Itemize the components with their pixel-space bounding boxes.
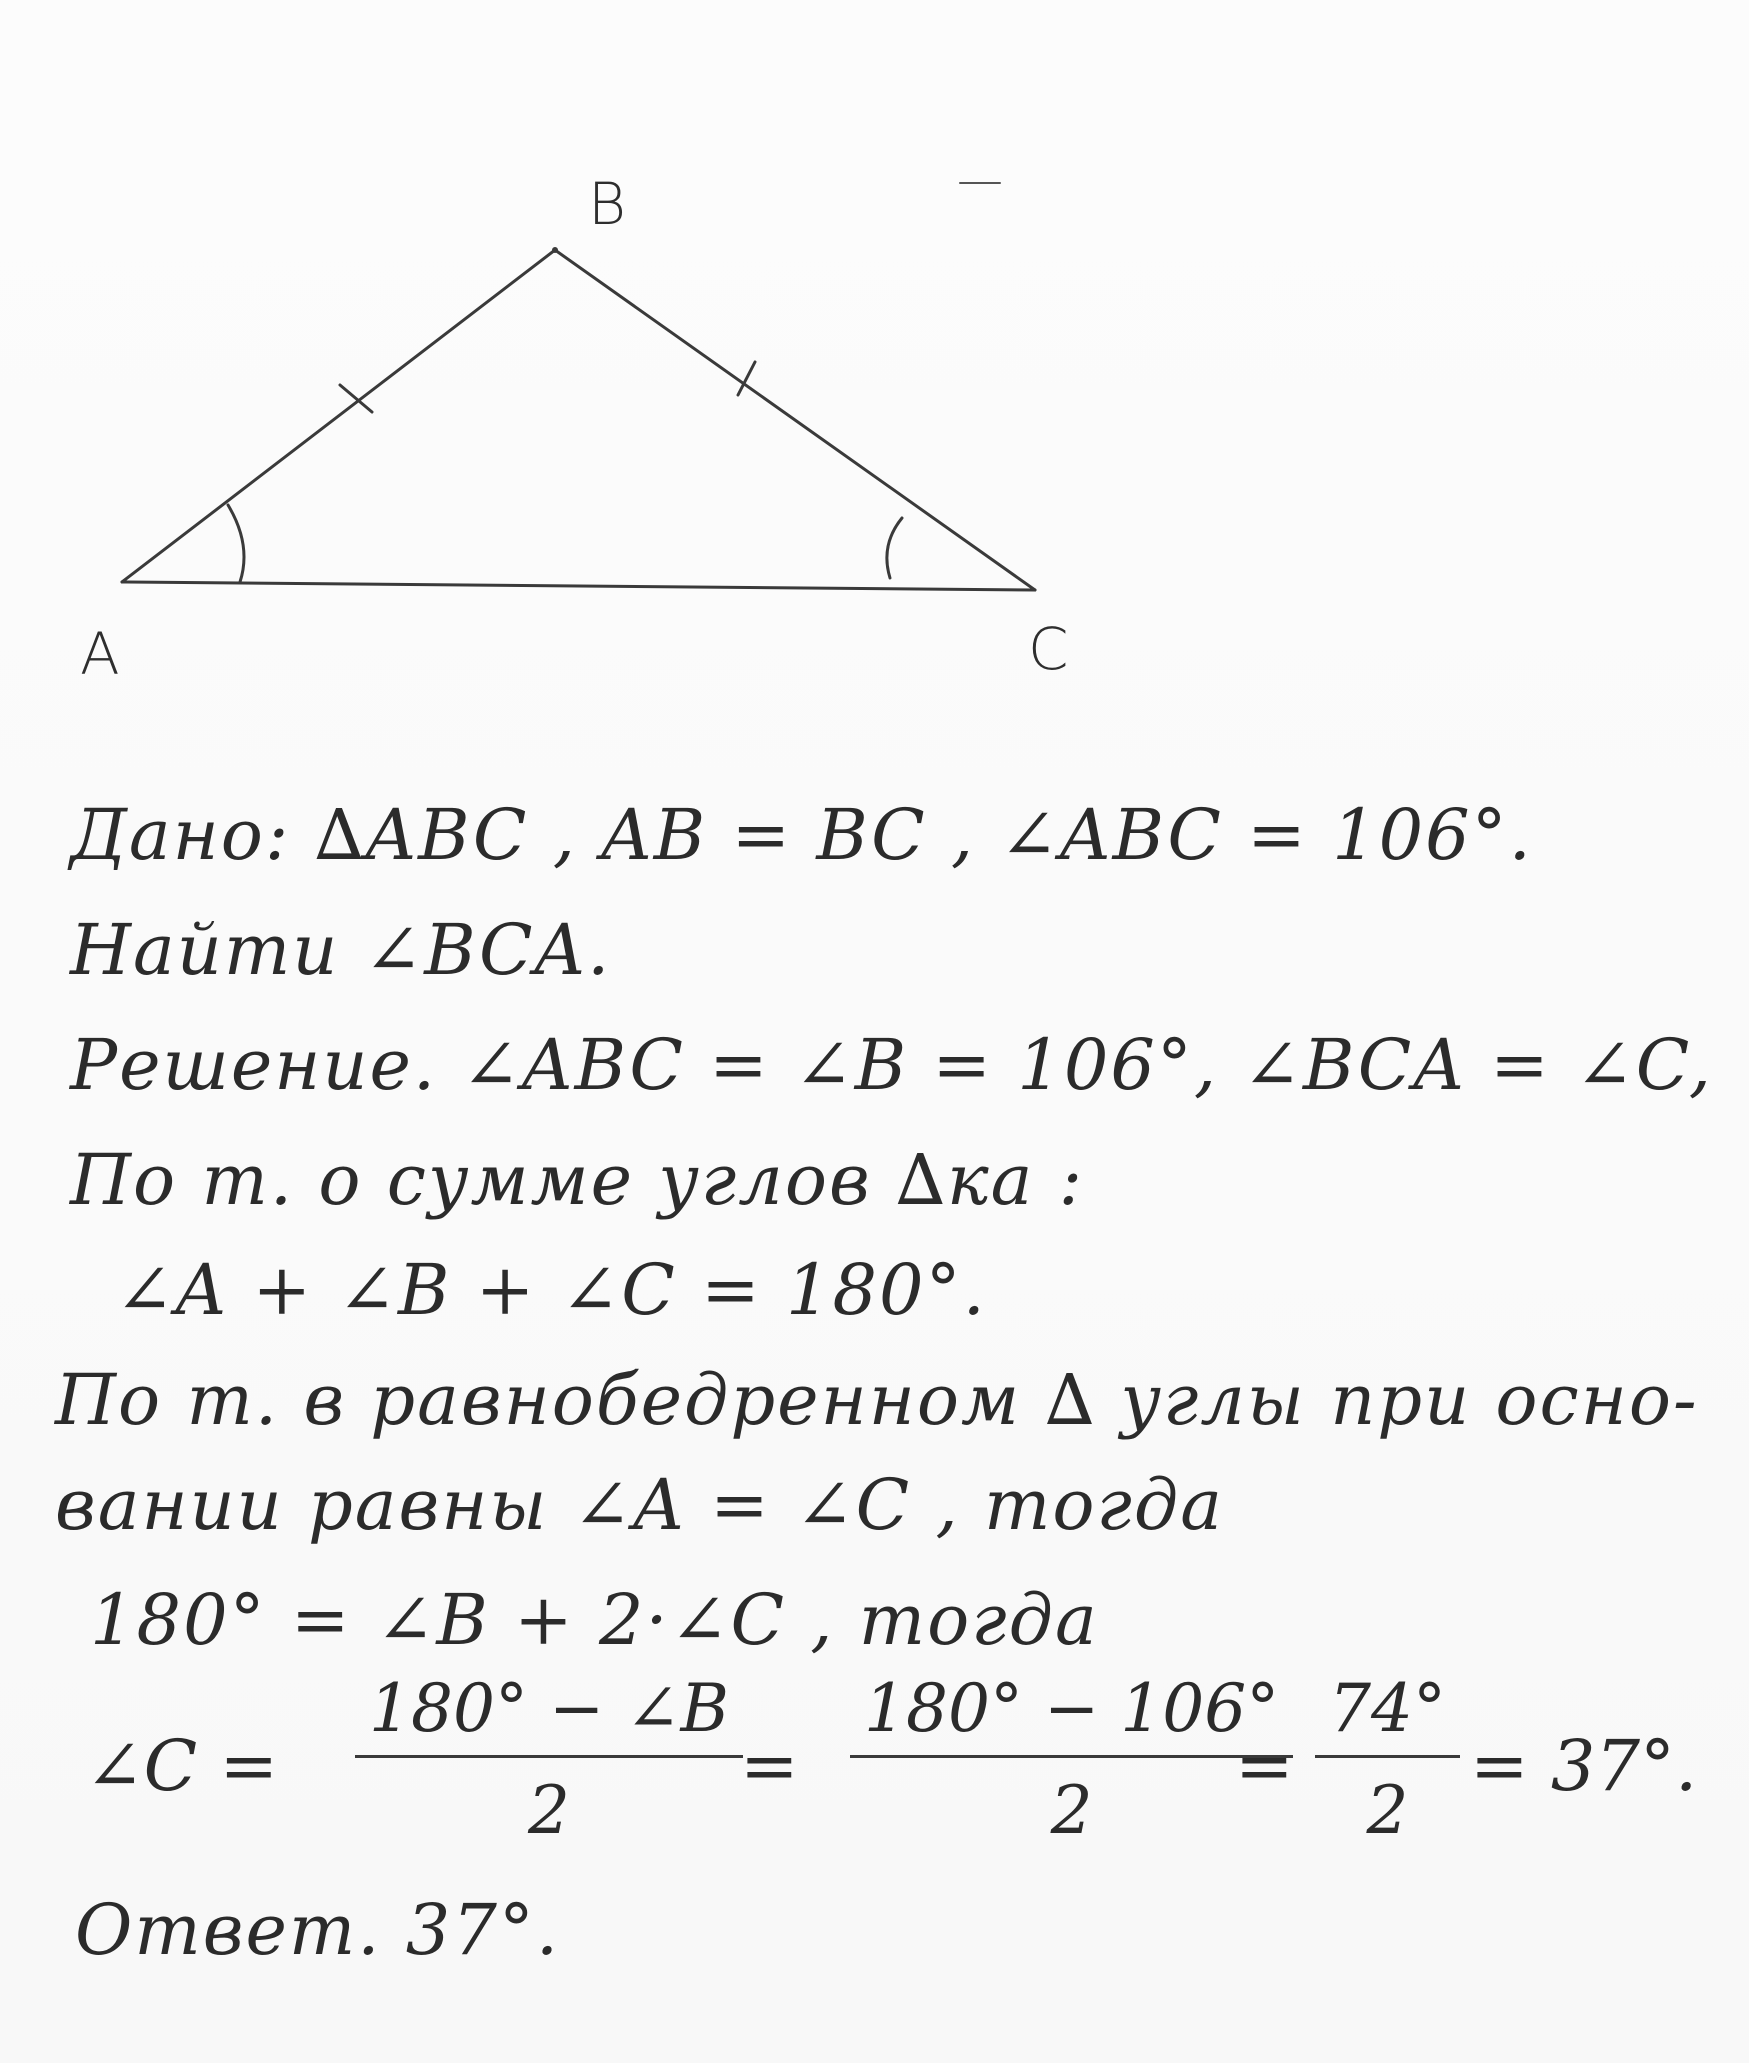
side-bc [555, 250, 1035, 590]
step-equation-line: 180° = ∠B + 2·∠C , тогда [90, 1579, 1099, 1661]
given-line: Дано: ∆ABC , AB = BC , ∠ABC = 106°. [70, 794, 1533, 876]
side-ac [122, 582, 1035, 590]
theorem-sum-line: По т. о сумме углов ∆ка : [70, 1139, 1085, 1221]
fraction-3-numerator: 74° [1315, 1670, 1460, 1758]
vertex-label-c: C [1028, 615, 1070, 683]
tick-mark-ab [340, 385, 372, 412]
vertex-label-b: B [588, 170, 627, 238]
fraction-2-numerator: 180° − 106° [850, 1670, 1293, 1758]
triangle-diagram [0, 0, 1749, 720]
calc-lhs: ∠C = [85, 1725, 279, 1807]
fraction-2 [850, 1670, 1293, 1849]
answer-line: Ответ. 37°. [75, 1889, 561, 1971]
fraction-3 [1315, 1670, 1460, 1849]
equals-sign-2: = [1235, 1725, 1294, 1807]
angle-arc-c [887, 518, 902, 578]
vertex-b-dot [552, 247, 558, 253]
fraction-1 [355, 1670, 743, 1849]
fraction-3-denominator: 2 [1366, 1772, 1409, 1849]
calc-result: = 37°. [1470, 1725, 1698, 1807]
theorem-isosceles-line-2: вании равны ∠A = ∠C , тогда [55, 1464, 1224, 1546]
fraction-1-numerator: 180° − ∠B [355, 1670, 743, 1758]
sum-equation-line: ∠A + ∠B + ∠C = 180°. [115, 1249, 987, 1331]
fraction-2-denominator: 2 [1050, 1772, 1093, 1849]
fraction-1-denominator: 2 [528, 1772, 571, 1849]
find-line: Найти ∠BCA. [70, 909, 612, 991]
side-ab [122, 250, 555, 582]
angle-arc-a [228, 505, 244, 582]
equals-sign-1: = [740, 1725, 799, 1807]
solution-line: Решение. ∠ABC = ∠B = 106°, ∠BCA = ∠C, [70, 1024, 1714, 1106]
vertex-label-a: A [80, 620, 121, 688]
theorem-isosceles-line-1: По т. в равнобедренном ∆ углы при осно- [55, 1359, 1699, 1441]
